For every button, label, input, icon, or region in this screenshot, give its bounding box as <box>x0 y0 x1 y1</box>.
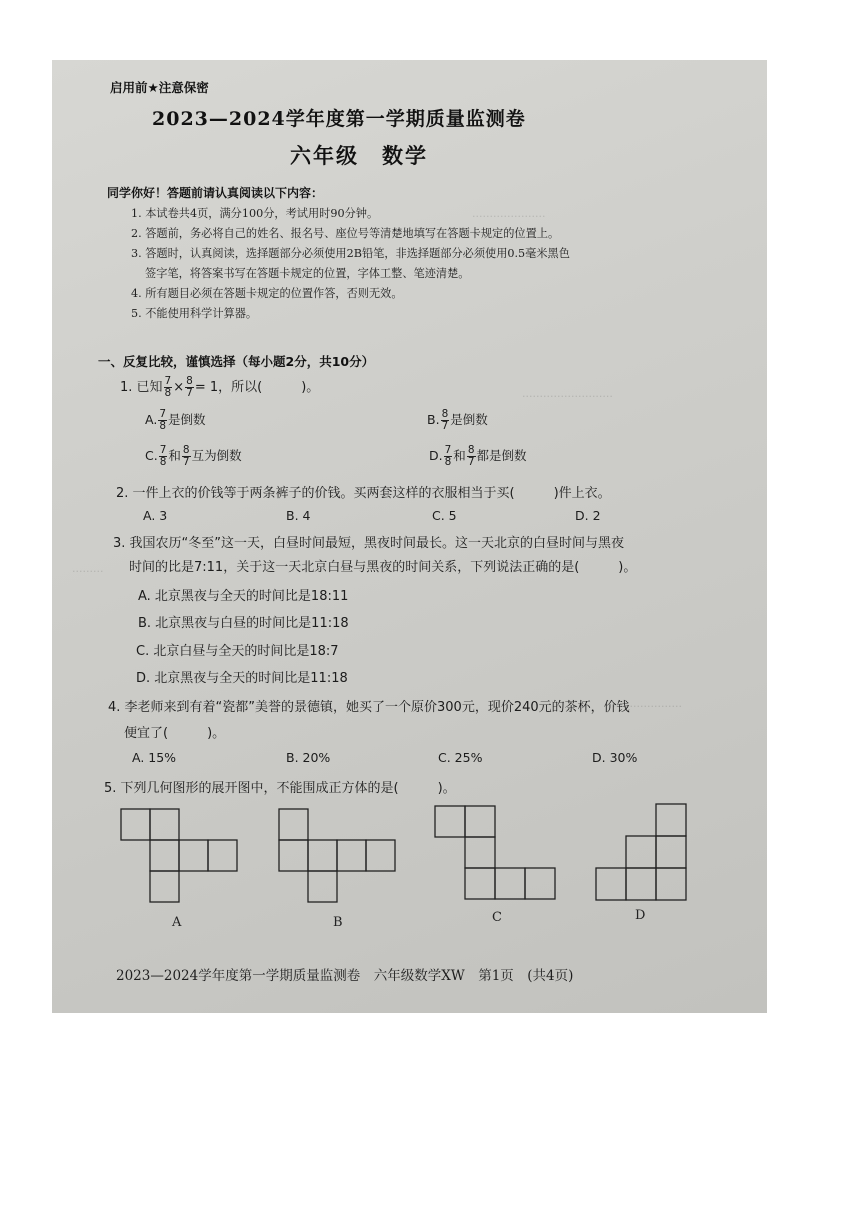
net-square <box>308 871 337 902</box>
q4-option-a: A. 15% <box>132 750 177 765</box>
net-label-c: C <box>492 910 502 925</box>
net-square <box>525 868 555 899</box>
cube-net-a <box>120 808 240 903</box>
bleed-through-text: ·························· <box>522 390 613 403</box>
q1-times: × <box>173 380 185 395</box>
notice-item-1: 1. 本试卷共4页，满分100分，考试用时90分钟。 <box>131 207 379 220</box>
q3-option-b: B. 北京黑夜与白昼的时间比是11:18 <box>138 616 349 631</box>
bleed-through-text: ····················· <box>472 210 546 223</box>
q1-fraction-2: $\frac{8}{7}$ <box>186 375 193 399</box>
notice-item-3-cont: 签字笔，将答案书写在答题卡规定的位置，字体工整、笔迹清楚。 <box>145 267 470 280</box>
net-square <box>626 868 656 900</box>
net-label-d: D <box>635 908 646 923</box>
net-square <box>308 840 337 871</box>
q2-option-c: C. 5 <box>432 508 457 523</box>
net-square <box>465 837 495 868</box>
q1-pre: 1. 已知 <box>120 380 163 395</box>
net-label-b: B <box>333 915 343 930</box>
exam-photo <box>52 60 767 1013</box>
net-square <box>465 806 495 837</box>
net-square <box>208 840 237 871</box>
q4-option-c: C. 25% <box>438 750 483 765</box>
net-label-a: A <box>172 915 182 930</box>
net-square <box>435 806 465 837</box>
notice-heading: 同学你好！答题前请认真阅读以下内容： <box>107 186 324 200</box>
notice-item-5: 5. 不能使用科学计算器。 <box>131 307 258 320</box>
q2-option-d: D. 2 <box>575 508 601 523</box>
q3-option-a: A. 北京黑夜与全天的时间比是18:11 <box>138 589 349 604</box>
net-square <box>337 840 366 871</box>
net-square <box>150 871 179 902</box>
net-square <box>366 840 395 871</box>
cube-net-b <box>278 808 398 903</box>
q3-option-c: C. 北京白昼与全天的时间比是18:7 <box>136 644 339 659</box>
bleed-through-text: ···················· <box>612 700 682 713</box>
cube-net-c <box>434 805 559 900</box>
page-footer: 2023—2024学年度第一学期质量监测卷 六年级数学XW 第1页 (共4页) <box>116 968 574 984</box>
question-5: 5. 下列几何图形的展开图中，不能围成正方体的是( )。 <box>104 781 456 796</box>
notice-item-3: 3. 答题时，认真阅读，选择题部分必须使用2B铅笔，非选择题部分必须使用0.5毫米黑色 <box>131 247 570 260</box>
net-square <box>121 809 150 840</box>
net-square <box>465 868 495 899</box>
cube-net-d <box>595 803 720 903</box>
net-square <box>495 868 525 899</box>
bleed-through-text: ········· <box>72 565 104 578</box>
question-2: 2. 一件上衣的价钱等于两条裤子的价钱。买两套这样的衣服相当于买( )件上衣。 <box>116 486 611 501</box>
notice-item-4: 4. 所有题目必须在答题卡规定的位置作答，否则无效。 <box>131 287 403 300</box>
net-square <box>656 868 686 900</box>
q1-option-b: B. $\frac{8}{7}$ 是倒数 <box>427 408 488 432</box>
notice-item-2: 2. 答题前，务必将自己的姓名、报名号、座位号等清楚地填写在答题卡规定的位置上。 <box>131 227 560 240</box>
question-4-line-2: 便宜了( )。 <box>124 726 226 741</box>
net-square <box>656 804 686 836</box>
question-3-line-2: 时间的比是7:11，关于这一天北京白昼与黑夜的时间关系，下列说法正确的是( )。 <box>129 560 637 575</box>
q3-option-d: D. 北京黑夜与全天的时间比是11:18 <box>136 671 348 686</box>
net-square <box>279 840 308 871</box>
net-square <box>150 840 179 871</box>
question-4-line-1: 4. 李老师来到有着“瓷都”美誉的景德镇，她买了一个原价300元，现价240元的茶杯，价钱 <box>108 700 630 715</box>
net-square <box>279 809 308 840</box>
net-square <box>596 868 626 900</box>
question-3-line-1: 3. 我国农历“冬至”这一天，白昼时间最短，黑夜时间最长。这一天北京的白昼时间与黑夜 <box>113 536 625 551</box>
q4-option-b: B. 20% <box>286 750 331 765</box>
q1-option-c: C. $\frac{7}{8}$ 和 $\frac{8}{7}$ 互为倒数 <box>145 444 242 468</box>
q1-fraction-1: $\frac{7}{8}$ <box>164 375 172 399</box>
section-1-title: 一、反复比较，谨慎选择（每小题2分，共10分） <box>98 354 375 369</box>
net-square <box>179 840 208 871</box>
q1-option-d: D. $\frac{7}{8}$ 和 $\frac{8}{7}$ 都是倒数 <box>429 444 527 468</box>
q4-option-d: D. 30% <box>592 750 638 765</box>
net-square <box>656 836 686 868</box>
net-square <box>626 836 656 868</box>
q1-post: = 1，所以( )。 <box>194 380 320 395</box>
confidential-mark: 启用前★注意保密 <box>110 80 209 95</box>
question-1 <box>120 376 319 399</box>
q2-option-a: A. 3 <box>143 508 168 523</box>
exam-subtitle: 六年级 数学 <box>290 143 428 168</box>
q2-option-b: B. 4 <box>286 508 311 523</box>
net-square <box>150 809 179 840</box>
q1-option-a: A. $\frac{7}{8}$ 是倒数 <box>145 408 206 432</box>
exam-title: 2023—2024学年度第一学期质量监测卷 <box>152 108 526 130</box>
